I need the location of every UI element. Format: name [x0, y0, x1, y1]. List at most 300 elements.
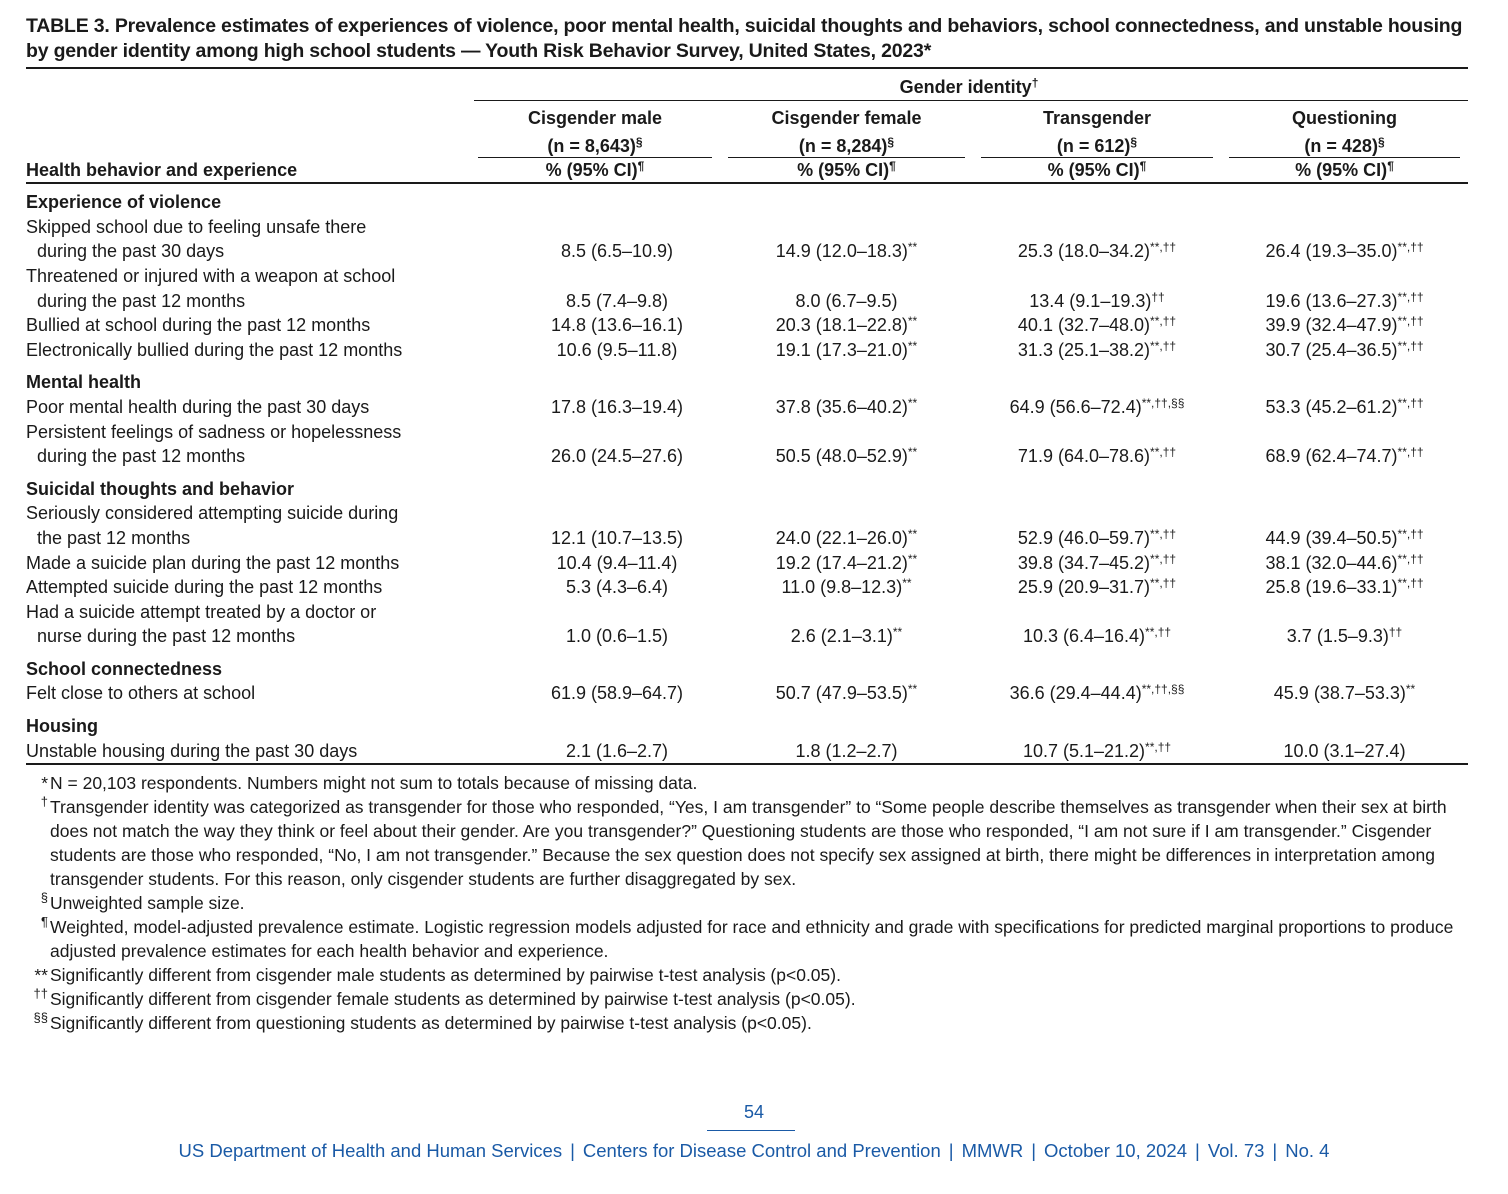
section-heading: Experience of violence: [26, 192, 222, 213]
cell-value: [1221, 215, 1468, 240]
cell-value: [470, 526, 720, 551]
table-row: [26, 338, 1468, 363]
stat-mark: ¶: [889, 158, 896, 173]
row-label: Felt close to others at school: [26, 683, 256, 704]
cell-value: [470, 313, 720, 338]
cell-value: [470, 600, 720, 625]
significance-mark: **,††: [1150, 240, 1177, 255]
estimate: 19.2 (17.4–21.2): [775, 552, 908, 573]
footer-item: No. 4: [1285, 1140, 1330, 1161]
cell-value: [470, 264, 720, 289]
value-wrap: [566, 575, 668, 600]
footer-separator: |: [570, 1140, 575, 1161]
footnote-mark: ††: [33, 986, 48, 1002]
value-wrap: [776, 340, 917, 360]
column-header-3: Questioning: [1292, 107, 1398, 128]
significance-mark: **,††: [1397, 551, 1424, 566]
footer-separator: |: [948, 1140, 954, 1161]
significance-mark: **,††: [1150, 526, 1177, 541]
row-label: Poor mental health during the past 30 days: [26, 396, 370, 417]
significance-mark: **,††,§§: [1141, 682, 1185, 697]
footer-item: Vol. 73: [1207, 1140, 1265, 1161]
footnote: [26, 915, 1468, 963]
significance-mark: **,††: [1145, 625, 1172, 640]
table-row: [26, 420, 1468, 445]
cell-value: [1221, 420, 1468, 445]
cell-value: [470, 395, 720, 420]
table-row: [26, 395, 1468, 420]
page-number: 54: [743, 1102, 765, 1122]
significance-mark: **: [907, 526, 918, 541]
significance-mark: **: [907, 395, 918, 410]
cell-value: [1221, 526, 1468, 551]
value-wrap: [1018, 577, 1176, 597]
footnote-text: Significantly different from cisgender female students as determined by pairwise t-test analysis (p<0.05).: [50, 989, 856, 1010]
value-wrap: [1023, 741, 1171, 761]
value-wrap: [776, 241, 917, 261]
row-label: during the past 12 months: [37, 446, 246, 467]
footer-item: US Department of Health and Human Services: [178, 1140, 563, 1161]
page-footer: [0, 1140, 1508, 1162]
footnote-mark: §§: [33, 1010, 48, 1026]
significance-mark: **,††: [1397, 289, 1424, 304]
estimate: 10.7 (5.1–21.2): [1022, 740, 1146, 761]
table-row: [26, 239, 1468, 264]
cell-value: [470, 681, 720, 706]
footnote-text: Significantly different from cisgender male students as determined by pairwise t-test analysis (p<0.05).: [50, 965, 841, 986]
value-wrap: [557, 551, 678, 576]
column-n-2: [973, 129, 1221, 157]
significance-mark: **: [907, 445, 918, 460]
row-label: Attempted suicide during the past 12 months: [26, 577, 383, 598]
value-wrap: [1023, 626, 1171, 646]
estimate: 26.0 (24.5–27.6): [550, 446, 684, 467]
significance-mark: **,††: [1397, 395, 1424, 410]
estimate: 25.3 (18.0–34.2): [1017, 241, 1151, 262]
estimate: 39.9 (32.4–47.9): [1265, 315, 1398, 336]
prevalence-table: [26, 69, 1468, 765]
cell-value: [1221, 624, 1468, 649]
estimate: 26.4 (19.3–35.0): [1265, 241, 1398, 262]
value-wrap: [1018, 553, 1176, 573]
cell-value: [720, 575, 973, 600]
cell-value: [973, 239, 1221, 264]
row-label: Made a suicide plan during the past 12 months: [26, 552, 400, 573]
cell-value: [1221, 239, 1468, 264]
column-stat-2: [973, 158, 1221, 184]
footnote-mark: *: [41, 773, 48, 794]
significance-mark: **,††,§§: [1141, 395, 1185, 410]
footnote-mark: ¶: [41, 914, 48, 930]
cell-value: [1221, 395, 1468, 420]
value-wrap: [561, 239, 673, 264]
significance-mark: **: [907, 682, 918, 697]
estimate: 19.6 (13.6–27.3): [1265, 290, 1398, 311]
footnote-mark: **: [34, 965, 48, 986]
section-heading: School connectedness: [26, 658, 223, 679]
footer-separator: |: [1272, 1140, 1278, 1161]
cell-value: [720, 338, 973, 363]
column-stat-1: [720, 158, 973, 184]
estimate: 8.5 (6.5–10.9): [560, 241, 674, 262]
table-row: [26, 501, 1468, 526]
value-wrap: [1265, 340, 1423, 360]
table-row: [26, 551, 1468, 576]
value-wrap: [551, 444, 683, 469]
cell-value: [1221, 681, 1468, 706]
estimate: 64.9 (56.6–72.4): [1009, 396, 1142, 417]
cell-value: [1221, 551, 1468, 576]
significance-mark: **,††: [1150, 445, 1177, 460]
cell-value: [720, 289, 973, 314]
significance-mark: **: [907, 551, 918, 566]
stat-mark: ¶: [1387, 158, 1394, 173]
estimate: 1.8 (1.2–2.7): [795, 740, 898, 761]
footnote: [26, 891, 1468, 915]
cell-value: [470, 575, 720, 600]
significance-mark: **: [907, 338, 918, 353]
footnote-mark: †: [40, 794, 48, 810]
estimate: 10.3 (6.4–16.4): [1022, 626, 1146, 647]
cell-value: [973, 739, 1221, 765]
significance-mark: **,††: [1397, 526, 1424, 541]
significance-mark: **,††: [1397, 445, 1424, 460]
table-row: [26, 600, 1468, 625]
column-n-mark: §: [635, 134, 643, 149]
cell-value: [720, 624, 973, 649]
section-heading: Mental health: [26, 372, 142, 393]
column-stat-0: [470, 158, 720, 184]
stat-mark: ¶: [637, 158, 645, 173]
estimate: 71.9 (64.0–78.6): [1017, 446, 1151, 467]
section-heading: Suicidal thoughts and behavior: [26, 478, 295, 499]
value-wrap: [1018, 241, 1176, 261]
significance-mark: **: [907, 314, 918, 329]
estimate: 39.8 (34.7–45.2): [1017, 552, 1151, 573]
estimate: 50.5 (48.0–52.9): [775, 446, 908, 467]
estimate: 37.8 (35.6–40.2): [775, 396, 908, 417]
cell-value: [1221, 444, 1468, 469]
significance-mark: ††: [1388, 625, 1403, 640]
significance-mark: **: [1405, 682, 1416, 697]
column-header-0: Cisgender male: [527, 107, 663, 128]
cell-value: [1221, 313, 1468, 338]
row-label: Unstable housing during the past 30 days: [26, 740, 358, 761]
footnote: [26, 795, 1468, 891]
value-wrap: [776, 315, 917, 335]
value-wrap: [1265, 291, 1423, 311]
cell-value: [720, 239, 973, 264]
cell-value: [470, 338, 720, 363]
estimate: 68.9 (62.4–74.7): [1265, 446, 1398, 467]
estimate: 3.7 (1.5–9.3): [1286, 626, 1389, 647]
value-wrap: [1283, 741, 1405, 761]
estimate: 19.1 (17.3–21.0): [775, 339, 908, 360]
estimate: 40.1 (32.7–48.0): [1017, 315, 1151, 336]
value-wrap: [551, 526, 683, 551]
cell-value: [470, 420, 720, 445]
value-wrap: [1010, 397, 1185, 417]
table-row: [26, 444, 1468, 469]
estimate: 17.8 (16.3–19.4): [550, 396, 684, 417]
footnote-text: N = 20,103 respondents. Numbers might not sum to totals because of missing data.: [50, 773, 698, 794]
significance-mark: **: [902, 576, 912, 591]
cell-value: [1221, 264, 1468, 289]
estimate: 2.1 (1.6–2.7): [565, 740, 669, 761]
value-wrap: [1018, 528, 1176, 548]
footnote-text: Transgender identity was categorized as transgender for those who responded, “Yes, I am transgender” to “Some people describe themselves as transgender when their sex at birth does not match the way they think or feel about their gender. Are you transgender?” Questioning students are those who responded, “I am not sure if I am transgender.” Cisgender students are those who responded, “No, I am not transgender.” Because the sex question does not specify sex assigned at birth, there might be differences in interpretation among transgender students. For this reason, only cisgender students are further disaggregated by sex.: [50, 797, 1447, 890]
footnote-text: Weighted, model-adjusted prevalence estimate. Logistic regression models adjusted for race and ethnicity and grade with specifications for predicted marginal proportions to produce adjusted prevalence estimates for each health behavior and experience.: [50, 917, 1454, 962]
estimate: 50.7 (47.9–53.5): [775, 683, 908, 704]
significance-mark: **,††: [1150, 551, 1177, 566]
estimate: 24.0 (22.1–26.0): [775, 527, 908, 548]
cell-value: [720, 501, 973, 526]
estimate: 30.7 (25.4–36.5): [1265, 339, 1398, 360]
footer-item: October 10, 2024: [1044, 1140, 1188, 1161]
estimate: 25.9 (20.9–31.7): [1017, 577, 1151, 598]
significance-mark: **,††: [1397, 576, 1424, 591]
value-wrap: [551, 681, 683, 706]
row-label: nurse during the past 12 months: [37, 626, 296, 647]
estimate: 53.3 (45.2–61.2): [1265, 396, 1398, 417]
cell-value: [1221, 289, 1468, 314]
cell-value: [470, 444, 720, 469]
cell-value: [1221, 338, 1468, 363]
value-wrap: [1265, 528, 1423, 548]
cell-value: [973, 575, 1221, 600]
footnote-mark: §: [40, 890, 48, 906]
cell-value: [973, 681, 1221, 706]
value-wrap: [1274, 683, 1415, 703]
estimate: 52.9 (46.0–59.7): [1017, 527, 1151, 548]
stat-mark: ¶: [1139, 158, 1147, 173]
footnote-text: Significantly different from questioning students as determined by pairwise t-test analysis (p<0.05).: [50, 1013, 812, 1034]
cell-value: [973, 313, 1221, 338]
estimate: 13.4 (9.1–19.3): [1029, 290, 1152, 311]
section-row: [26, 649, 1468, 682]
stat-label: % (95% CI): [1047, 159, 1140, 180]
cell-value: [1221, 575, 1468, 600]
cell-value: [973, 395, 1221, 420]
value-wrap: [1018, 446, 1176, 466]
stat-label: % (95% CI): [797, 159, 890, 180]
estimate: 25.8 (19.6–33.1): [1265, 577, 1398, 598]
footnote-text: Unweighted sample size.: [50, 893, 245, 914]
cell-value: [973, 526, 1221, 551]
estimate: 14.8 (13.6–16.1): [550, 315, 684, 336]
column-n-text: (n = 8,284): [798, 135, 888, 156]
row-label-header: Health behavior and experience: [26, 159, 298, 180]
column-n-3: [1221, 129, 1468, 157]
cell-value: [973, 444, 1221, 469]
cell-value: [973, 338, 1221, 363]
page-number-rule: [707, 1130, 795, 1131]
estimate: 10.4 (9.4–11.4): [556, 552, 678, 573]
column-n-mark: §: [1377, 134, 1385, 149]
row-label: during the past 12 months: [37, 290, 246, 311]
value-wrap: [776, 397, 917, 417]
value-wrap: [566, 624, 668, 649]
column-n-text: (n = 8,643): [547, 135, 636, 156]
estimate: 10.6 (9.5–11.8): [556, 339, 678, 360]
cell-value: [720, 313, 973, 338]
footnotes: [26, 771, 1468, 1035]
value-wrap: [557, 338, 678, 363]
row-label: Threatened or injured with a weapon at school: [26, 265, 396, 286]
column-stat-3: [1221, 158, 1468, 184]
value-wrap: [566, 289, 668, 314]
estimate: 2.6 (2.1–3.1): [790, 626, 893, 647]
value-wrap: [566, 739, 668, 764]
estimate: 12.1 (10.7–13.5): [550, 527, 684, 548]
estimate: 61.9 (58.9–64.7): [550, 683, 684, 704]
value-wrap: [1018, 315, 1176, 335]
row-label: Had a suicide attempt treated by a doctor or: [26, 601, 377, 622]
value-wrap: [1018, 340, 1176, 360]
footnote: [26, 1011, 1468, 1035]
section-row: [26, 706, 1468, 739]
footnote: [26, 963, 1468, 987]
cell-value: [973, 420, 1221, 445]
footnote: [26, 987, 1468, 1011]
value-wrap: [791, 626, 902, 646]
cell-value: [973, 264, 1221, 289]
estimate: 8.0 (6.7–9.5): [795, 290, 898, 311]
significance-mark: **,††: [1397, 240, 1424, 255]
cell-value: [1221, 600, 1468, 625]
row-label: Skipped school due to feeling unsafe there: [26, 216, 367, 237]
value-wrap: [551, 395, 683, 420]
cell-value: [720, 215, 973, 240]
cell-value: [720, 264, 973, 289]
significance-mark: **,††: [1397, 338, 1424, 353]
value-wrap: [1265, 577, 1423, 597]
value-wrap: [795, 741, 897, 761]
table-row: [26, 289, 1468, 314]
table-row: [26, 681, 1468, 706]
column-n-mark: §: [887, 134, 895, 149]
estimate: 36.6 (29.4–44.4): [1009, 683, 1142, 704]
stat-label: % (95% CI): [545, 159, 638, 180]
estimate: 31.3 (25.1–38.2): [1017, 339, 1151, 360]
value-wrap: [1265, 241, 1423, 261]
value-wrap: [1287, 626, 1402, 646]
value-wrap: [1029, 291, 1164, 311]
estimate: 38.1 (32.0–44.6): [1265, 552, 1398, 573]
estimate: 20.3 (18.1–22.8): [775, 315, 908, 336]
cell-value: [720, 551, 973, 576]
value-wrap: [1265, 553, 1423, 573]
stat-label: % (95% CI): [1295, 159, 1388, 180]
cell-value: [720, 739, 973, 765]
table-row: [26, 624, 1468, 649]
estimate: 45.9 (38.7–53.3): [1273, 683, 1406, 704]
row-label: Electronically bullied during the past 12 months: [26, 339, 403, 360]
table-page: [26, 14, 1468, 1035]
cell-value: [1221, 739, 1468, 765]
value-wrap: [795, 291, 897, 311]
gender-identity-header: Gender identity†: [899, 76, 1039, 97]
table-row: [26, 215, 1468, 240]
cell-value: [720, 526, 973, 551]
footer-item: MMWR: [961, 1140, 1024, 1161]
column-n-0: [470, 129, 720, 157]
row-label: Seriously considered attempting suicide during: [26, 503, 399, 524]
value-wrap: [1265, 315, 1423, 335]
significance-mark: ††: [1151, 289, 1165, 304]
significance-mark: **: [892, 625, 903, 640]
row-label: Persistent feelings of sadness or hopelessness: [26, 421, 402, 442]
table-row: [26, 313, 1468, 338]
estimate: 8.5 (7.4–9.8): [565, 290, 669, 311]
cell-value: [470, 624, 720, 649]
cell-value: [470, 501, 720, 526]
value-wrap: [1265, 446, 1423, 466]
estimate: 11.0 (9.8–12.3): [781, 577, 903, 598]
footer-separator: |: [1031, 1140, 1037, 1161]
value-wrap: [781, 577, 911, 597]
estimate: 1.0 (0.6–1.5): [565, 626, 669, 647]
cell-value: [470, 239, 720, 264]
estimate: 14.9 (12.0–18.3): [775, 241, 908, 262]
row-label: Bullied at school during the past 12 months: [26, 315, 371, 336]
section-row: [26, 184, 1468, 215]
cell-value: [720, 420, 973, 445]
table-row: [26, 264, 1468, 289]
cell-value: [470, 551, 720, 576]
cell-value: [973, 600, 1221, 625]
table-row: [26, 575, 1468, 600]
row-label: the past 12 months: [37, 527, 191, 548]
value-wrap: [776, 683, 917, 703]
cell-value: [470, 215, 720, 240]
column-header-2: Transgender: [1042, 107, 1152, 128]
cell-value: [720, 681, 973, 706]
cell-value: [720, 444, 973, 469]
footnote: [26, 771, 1468, 795]
value-wrap: [776, 553, 917, 573]
table-row: [26, 526, 1468, 551]
estimate: 5.3 (4.3–6.4): [565, 577, 669, 598]
value-wrap: [776, 446, 917, 466]
footer-item: Centers for Disease Control and Prevention: [582, 1140, 941, 1161]
estimate: 10.0 (3.1–27.4): [1283, 740, 1406, 761]
value-wrap: [1010, 683, 1185, 703]
cell-value: [470, 739, 720, 765]
table-row: [26, 739, 1468, 765]
significance-mark: **,††: [1145, 739, 1172, 754]
cell-value: [720, 600, 973, 625]
column-n-text: (n = 612): [1056, 135, 1131, 156]
section-row: [26, 362, 1468, 395]
cell-value: [973, 501, 1221, 526]
cell-value: [973, 289, 1221, 314]
cell-value: [470, 289, 720, 314]
significance-mark: **,††: [1150, 576, 1177, 591]
value-wrap: [776, 528, 917, 548]
cell-value: [973, 624, 1221, 649]
significance-mark: **,††: [1150, 338, 1177, 353]
significance-mark: **: [907, 240, 918, 255]
row-label: during the past 30 days: [37, 241, 225, 262]
column-n-text: (n = 428): [1304, 135, 1378, 156]
column-header-1: Cisgender female: [771, 107, 922, 128]
table-title: TABLE 3. Prevalence estimates of experiences of violence, poor mental health, suicidal thoughts and behaviors, school connectedness, and unstable housing by gender identity among high school students — Youth Risk Behavior Survey, United States, 2023*: [26, 15, 1463, 62]
section-heading: Housing: [26, 716, 98, 737]
cell-value: [973, 551, 1221, 576]
footer-separator: |: [1195, 1140, 1200, 1161]
significance-mark: **,††: [1150, 314, 1177, 329]
